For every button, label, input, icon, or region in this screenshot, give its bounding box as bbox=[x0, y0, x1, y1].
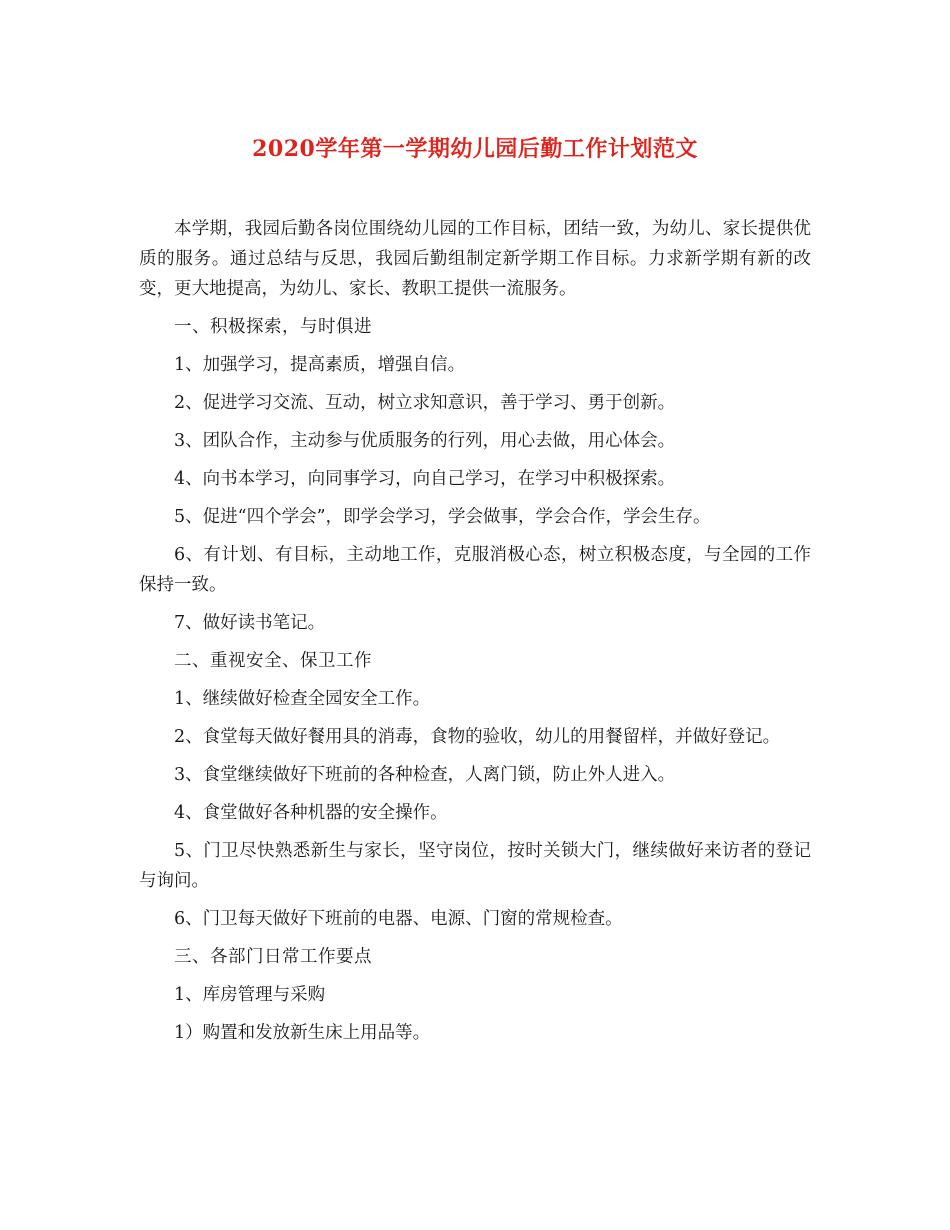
list-item: 3、团队合作，主动参与优质服务的行列，用心去做，用心体会。 bbox=[174, 431, 676, 451]
section-heading-1: 一、积极探索，与时俱进 bbox=[174, 317, 372, 337]
list-item: 2、促进学习交流、互动，树立求知意识，善于学习、勇于创新。 bbox=[174, 393, 676, 413]
list-item: 4、食堂做好各种机器的安全操作。 bbox=[174, 803, 448, 823]
list-item: 4、向书本学习，向同事学习，向自己学习，在学习中积极探索。 bbox=[174, 469, 676, 489]
list-item: 1、加强学习，提高素质，增强自信。 bbox=[174, 355, 466, 375]
list-item: 5、门卫尽快熟悉新生与家长，坚守岗位，按时关锁大门，继续做好来访者的登记与询问。 bbox=[139, 841, 811, 891]
list-item: 5、促进“四个学会”，即学会学习，学会做事，学会合作，学会生存。 bbox=[174, 507, 711, 527]
document-title: 2020学年第一学期幼儿园后勤工作计划范文 bbox=[252, 136, 698, 162]
intro-paragraph: 本学期，我园后勤各岗位围绕幼儿园的工作目标，团结一致，为幼儿、家长提供优质的服务。通过总结与反思，我园后勤组制定新学期工作目标。力求新学期有新的改变，更大地提高，为幼儿、家长、教职工提供一流服务。 bbox=[139, 219, 811, 299]
section-heading-2: 二、重视安全、保卫工作 bbox=[174, 651, 372, 671]
list-item: 3、食堂继续做好下班前的各种检查，人离门锁，防止外人进入。 bbox=[174, 765, 676, 785]
list-item: 7、做好读书笔记。 bbox=[174, 613, 326, 633]
section-heading-3: 三、各部门日常工作要点 bbox=[174, 947, 372, 967]
subsection-heading: 1、库房管理与采购 bbox=[174, 985, 326, 1005]
list-item: 6、门卫每天做好下班前的电器、电源、门窗的常规检查。 bbox=[174, 909, 623, 929]
document-body bbox=[139, 214, 811, 1056]
list-item: 1、继续做好检查全园安全工作。 bbox=[174, 689, 431, 709]
list-item: 1）购置和发放新生床上用品等。 bbox=[174, 1023, 431, 1043]
list-item: 6、有计划、有目标，主动地工作，克服消极心态，树立积极态度，与全园的工作保持一致。 bbox=[139, 545, 811, 595]
list-item: 2、食堂每天做好餐用具的消毒，食物的验收，幼儿的用餐留样，并做好登记。 bbox=[174, 727, 781, 747]
